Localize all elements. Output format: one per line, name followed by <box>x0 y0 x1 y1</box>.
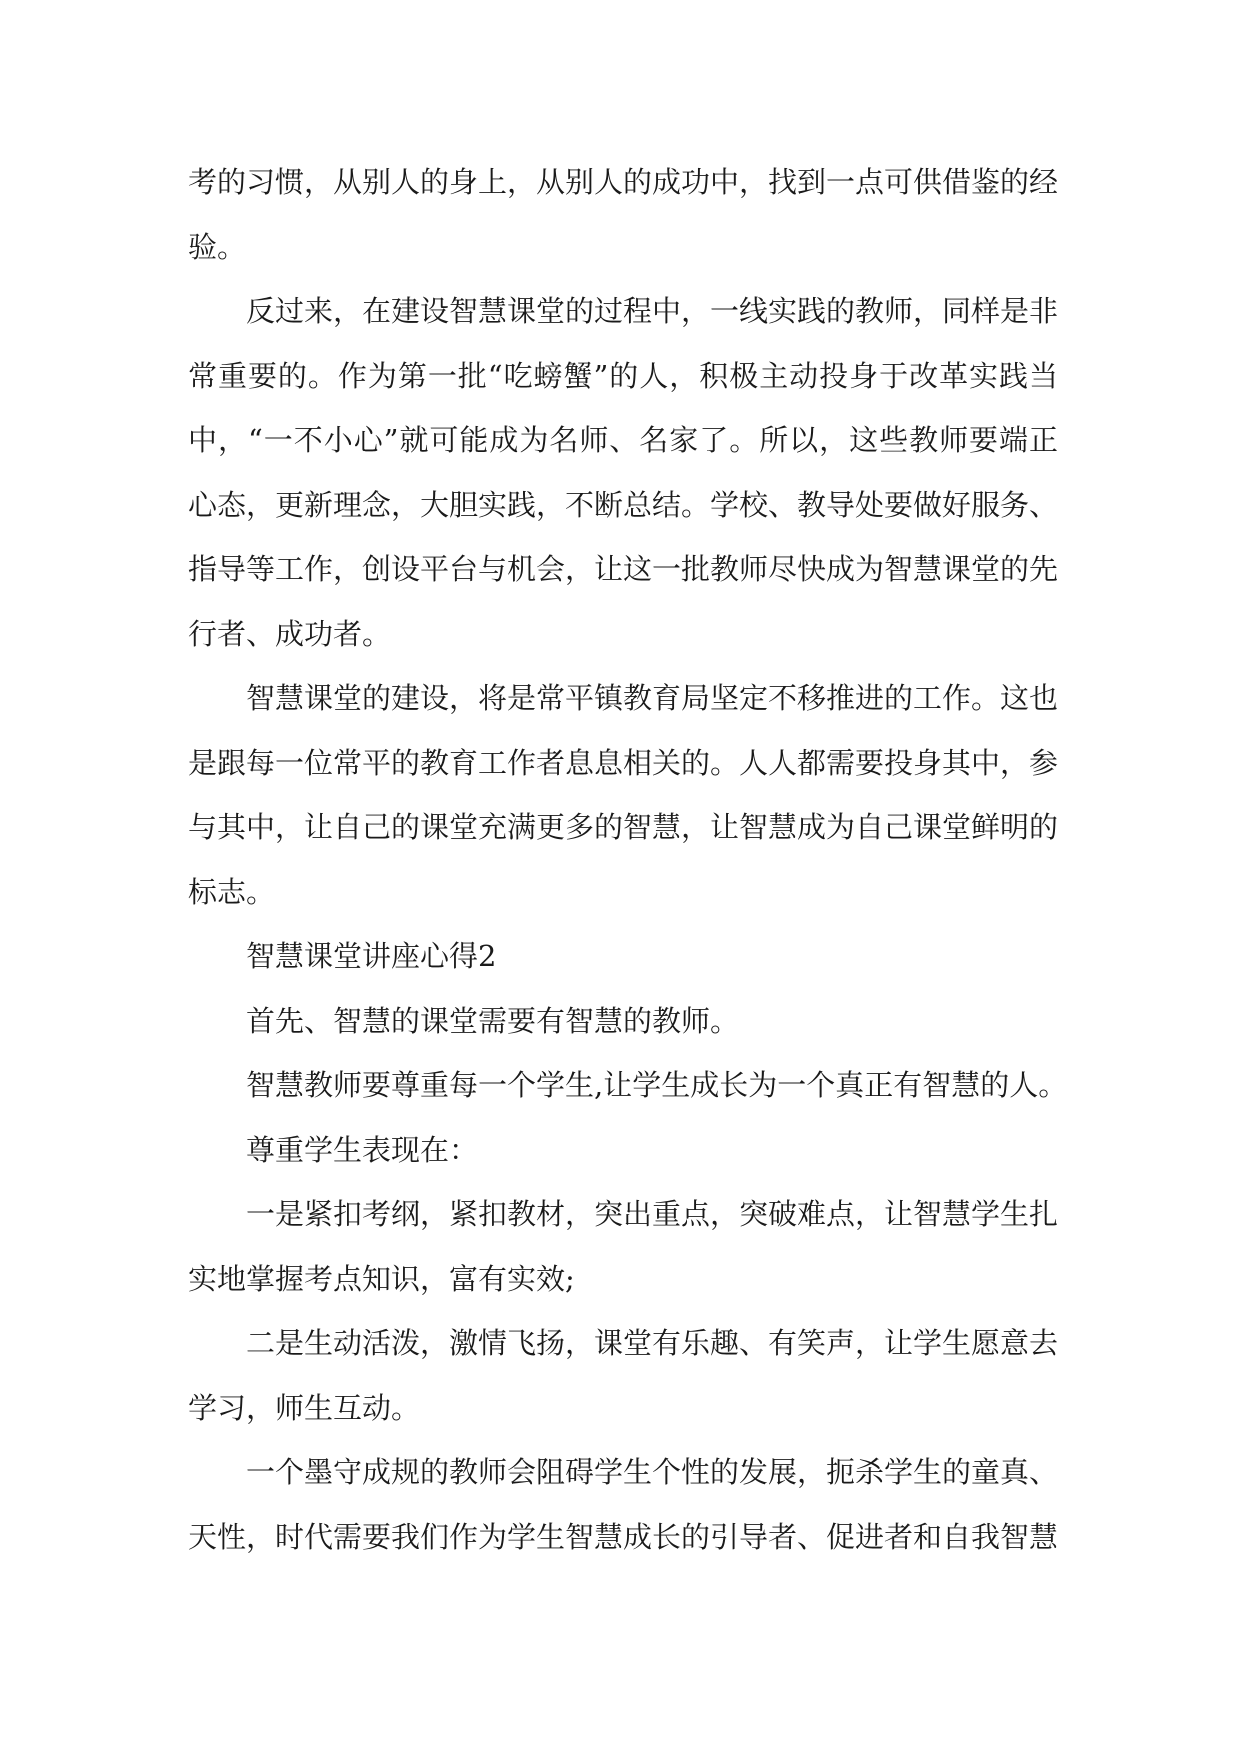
text-line: 标志。 <box>188 874 276 909</box>
text-line: 常重要的。作为第一批“吃螃蟹”的人，积极主动投身于改革实践当 <box>188 358 1058 393</box>
text-line: 与其中，让自己的课堂充满更多的智慧，让智慧成为自己课堂鲜明的 <box>188 810 1059 844</box>
text-line: 尊重学生表现在： <box>246 1132 479 1167</box>
body-text <box>188 150 1068 1569</box>
text-line: 实地掌握考点知识，富有实效; <box>188 1261 575 1296</box>
text-line: 首先、智慧的课堂需要有智慧的教师。 <box>246 1003 740 1038</box>
text-line: 中，“一不小心”就可能成为名师、名家了。所以，这些教师要端正 <box>188 423 1058 457</box>
text-line: 二是生动活泼，激情飞扬，课堂有乐趣、有笑声，让学生愿意去 <box>246 1326 1059 1360</box>
text-line: 是跟每一位常平的教育工作者息息相关的。人人都需要投身其中，参 <box>188 745 1059 780</box>
text-line: 验。 <box>188 229 247 264</box>
text-line: 智慧课堂讲座心得2 <box>246 939 497 973</box>
text-line: 智慧课堂的建设，将是常平镇教育局坚定不移推进的工作。这也 <box>246 681 1059 715</box>
text-line: 智慧教师要尊重每一个学生,让学生成长为一个真正有智慧的人。 <box>246 1068 1068 1102</box>
text-line: 指导等工作，创设平台与机会，让这一批教师尽快成为智慧课堂的先 <box>188 552 1059 586</box>
text-line: 学习，师生互动。 <box>188 1390 421 1425</box>
text-line: 反过来，在建设智慧课堂的过程中，一线实践的教师，同样是非 <box>246 294 1059 328</box>
text-line: 天性，时代需要我们作为学生智慧成长的引导者、促进者和自我智慧 <box>188 1519 1059 1554</box>
text-line: 一个墨守成规的教师会阻碍学生个性的发展，扼杀学生的童真、 <box>246 1455 1059 1489</box>
text-line: 考的习惯，从别人的身上，从别人的成功中，找到一点可供借鉴的经 <box>188 165 1059 199</box>
text-line: 心态，更新理念，大胆实践，不断总结。学校、教导处要做好服务、 <box>188 487 1059 522</box>
text-line: 一是紧扣考纲，紧扣教材，突出重点，突破难点，让智慧学生扎 <box>246 1197 1059 1231</box>
text-line: 行者、成功者。 <box>188 616 392 651</box>
